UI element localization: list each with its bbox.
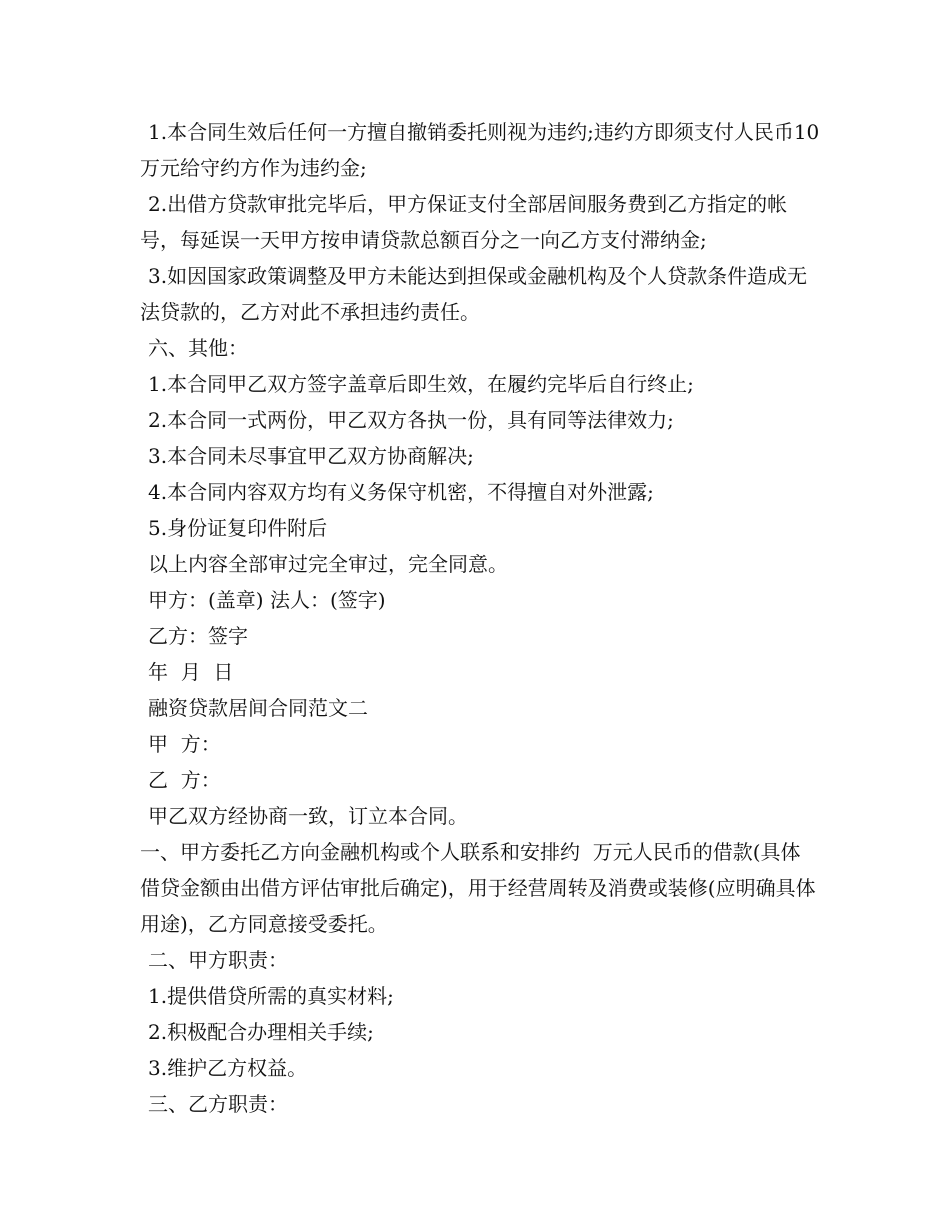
- section-heading-party-a-duties: 二、甲方职责：: [148, 948, 288, 972]
- clause-late-payment: 2.出借方贷款审批完毕后，甲方保证支付全部居间服务费到乙方指定的帐号，每延误一天甲方按申请贷款总额百分之一向乙方支付滞纳金;: [140, 192, 788, 252]
- clause-policy-exemption: 3.如因国家政策调整及甲方未能达到担保或金融机构及个人贷款条件造成无法贷款的，乙方对此不承担违约责任。: [140, 264, 808, 324]
- party-a-line: 甲 方：: [148, 732, 221, 756]
- clause-id-copy: 5.身份证复印件附后: [148, 516, 328, 540]
- date-line: 年 月 日: [148, 660, 234, 684]
- clause-confidentiality: 4.本合同内容双方均有义务保守机密，不得擅自对外泄露;: [148, 480, 654, 504]
- party-a-duty-3: 3.维护乙方权益。: [148, 1056, 308, 1080]
- section-heading-party-b-duties: 三、乙方职责：: [148, 1092, 288, 1116]
- document-title-sample-two: 融资贷款居间合同范文二: [148, 696, 368, 720]
- party-a-duty-1: 1.提供借贷所需的真实材料;: [148, 984, 394, 1008]
- section-heading-other: 六、其他：: [148, 336, 248, 360]
- clause-effective: 1.本合同甲乙双方签字盖章后即生效，在履约完毕后自行终止;: [148, 372, 694, 396]
- agreement-statement: 以上内容全部审过完全审过，完全同意。: [148, 552, 508, 576]
- section-one-entrustment: 一、甲方委托乙方向金融机构或个人联系和安排约 万元人民币的借款(具体借贷金额由出借方评估审批后确定)，用于经营周转及消费或装修(应明确具体用途)，乙方同意接受委托。: [140, 840, 816, 936]
- intro-statement: 甲乙双方经协商一致，订立本合同。: [148, 804, 468, 828]
- party-a-duty-2: 2.积极配合办理相关手续;: [148, 1020, 374, 1044]
- party-b-line: 乙 方：: [148, 768, 221, 792]
- document-body: [140, 114, 820, 1122]
- clause-breach-withdrawal: 1.本合同生效后任何一方擅自撤销委托则视为违约;违约方即须支付人民币10万元给守约方作为违约金;: [140, 120, 820, 180]
- clause-copies: 2.本合同一式两份，甲乙双方各执一份，具有同等法律效力;: [148, 408, 674, 432]
- clause-unresolved-matters: 3.本合同未尽事宜甲乙双方协商解决;: [148, 444, 474, 468]
- party-b-signature-line: 乙方：签字: [148, 624, 248, 648]
- party-a-signature-line: 甲方：(盖章) 法人：(签字): [148, 588, 386, 612]
